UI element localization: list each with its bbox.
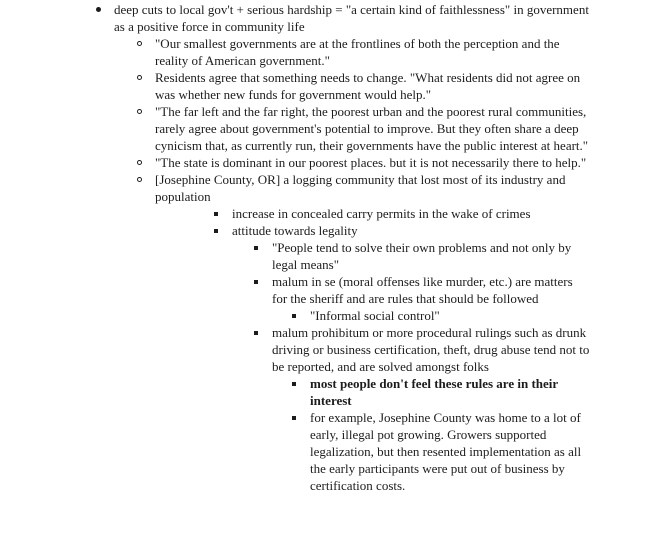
list-item-text: [Josephine County, OR] a logging community that lost most of its industry and population xyxy=(155,172,566,204)
list-item-text: "The state is dominant in our poorest places. but it is not necessarily there to help." xyxy=(155,155,587,170)
list-item xyxy=(310,409,591,494)
bullet-circle-icon xyxy=(137,109,142,114)
list-item xyxy=(155,35,591,69)
list-item xyxy=(155,69,591,103)
bullet-square-icon xyxy=(254,331,258,335)
list-item-text: for example, Josephine County was home to a lot of early, illegal pot growing. Growers supported legalization, but then resented implementation as all the early participants were put out of business by certification costs. xyxy=(310,410,582,493)
bullet-square-icon xyxy=(254,246,258,250)
bullet-square-icon xyxy=(292,382,296,386)
bullet-circle-icon xyxy=(137,41,142,46)
list-item-text: most people don't feel these rules are in their interest xyxy=(310,376,558,408)
bullet-circle-icon xyxy=(137,75,142,80)
outline xyxy=(0,1,591,494)
list-item xyxy=(272,324,591,375)
list-item xyxy=(155,171,591,205)
list-item-text: "Informal social control" xyxy=(310,308,440,323)
list-item xyxy=(232,205,591,222)
list-item xyxy=(155,103,591,154)
list-item-text: "Our smallest governments are at the frontlines of both the perception and the reality of American government." xyxy=(155,36,560,68)
list-item-text: malum in se (moral offenses like murder, etc.) are matters for the sheriff and are rules that should be followed xyxy=(272,274,573,306)
list-item xyxy=(310,307,591,324)
list-item-text: "People tend to solve their own problems and not only by legal means" xyxy=(272,240,572,272)
bullet-circle-icon xyxy=(137,177,142,182)
list-item xyxy=(232,222,591,239)
list-item xyxy=(310,375,591,409)
bullet-square-icon xyxy=(292,416,296,420)
bullet-square-icon xyxy=(214,229,218,233)
list-item-text: attitude towards legality xyxy=(232,223,358,238)
list-item xyxy=(272,239,591,273)
list-item xyxy=(155,154,591,171)
bullet-disc-icon xyxy=(96,7,101,12)
list-item-text: Residents agree that something needs to change. "What residents did not agree on was whether new funds for government would help." xyxy=(155,70,581,102)
list-item xyxy=(272,273,591,307)
list-item-text: increase in concealed carry permits in the wake of crimes xyxy=(232,206,531,221)
bullet-circle-icon xyxy=(137,160,142,165)
list-item xyxy=(114,1,591,35)
list-item-text: malum prohibitum or more procedural rulings such as drunk driving or business certification, theft, drug abuse tend not to be reported, and are solved amongst folks xyxy=(272,325,590,374)
list-item-text: deep cuts to local gov't + serious hardship = "a certain kind of faithlessness" in government as a positive force in community life xyxy=(114,2,589,34)
bullet-square-icon xyxy=(254,280,258,284)
bullet-square-icon xyxy=(214,212,218,216)
bullet-square-icon xyxy=(292,314,296,318)
list-item-text: "The far left and the far right, the poorest urban and the poorest rural communities, rarely agree about government's potential to improve. But they often share a deep cynicism that, as currently run, their governments have the public interest at heart." xyxy=(155,104,589,153)
